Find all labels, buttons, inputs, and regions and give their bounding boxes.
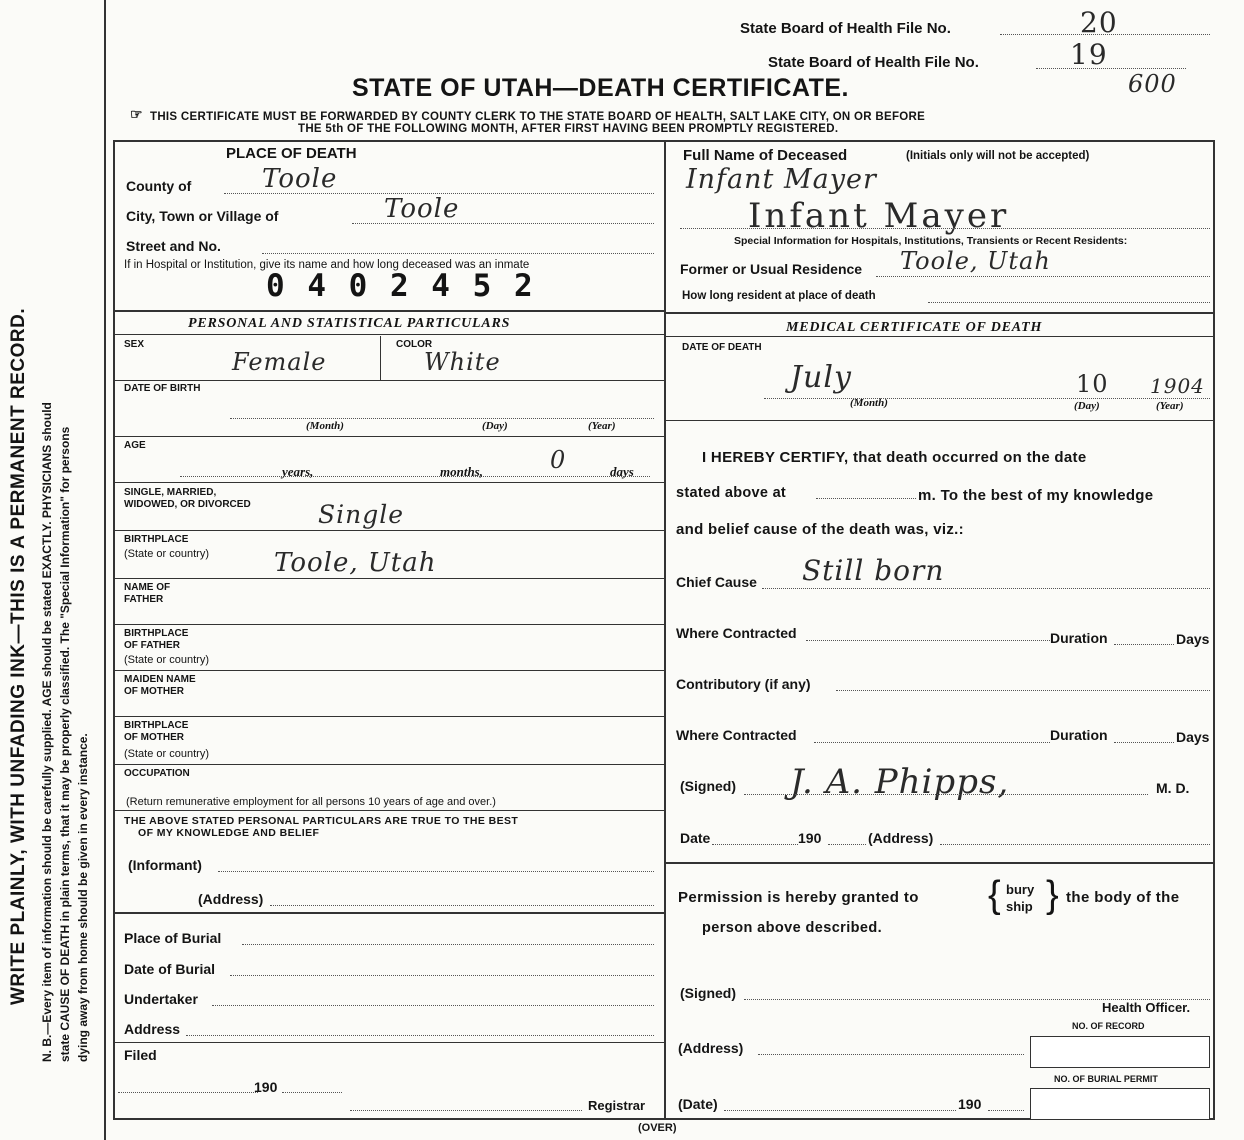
where-contracted-label-2: Where Contracted bbox=[676, 727, 797, 743]
informant-address-label: (Address) bbox=[198, 891, 264, 907]
stamp-number: 600 bbox=[1128, 70, 1177, 98]
marital-label-1: SINGLE, MARRIED, bbox=[124, 487, 217, 498]
medical-year-prefix: 190 bbox=[798, 830, 822, 846]
medical-heading-rule bbox=[664, 336, 1215, 337]
mother-birthplace-row-rule bbox=[113, 764, 664, 765]
medical-section-rule bbox=[664, 862, 1215, 864]
how-long-line bbox=[928, 302, 1210, 303]
permit-text-2: the body of the bbox=[1066, 889, 1180, 906]
burial-address-label: Address bbox=[124, 1021, 181, 1037]
filed-line bbox=[118, 1092, 258, 1093]
place-section-bottom-rule bbox=[113, 310, 664, 312]
death-year-label: (Year) bbox=[1156, 400, 1184, 412]
duration-label-2: Duration bbox=[1050, 727, 1108, 743]
permit-year-prefix: 190 bbox=[958, 1096, 982, 1112]
place-heading: PLACE OF DEATH bbox=[226, 145, 357, 162]
death-date-row-rule bbox=[664, 420, 1215, 421]
burial-section-rule bbox=[113, 1042, 664, 1043]
special-info-label: Special Information for Hospitals, Institutions, Transients or Recent Residents: bbox=[734, 235, 1128, 247]
city-label: City, Town or Village of bbox=[126, 208, 279, 224]
contributory-line bbox=[836, 690, 1210, 691]
medical-date-line bbox=[712, 844, 798, 845]
burial-permit-box[interactable] bbox=[1030, 1088, 1210, 1120]
mother-birthplace-label-3: (State or country) bbox=[124, 748, 209, 760]
street-line bbox=[262, 253, 654, 254]
dob-year-label: (Year) bbox=[588, 420, 616, 432]
city-value: Toole bbox=[384, 194, 460, 224]
birthplace-value: Toole, Utah bbox=[274, 548, 437, 578]
death-date-line bbox=[764, 398, 1210, 399]
duration-days-label-1: Days bbox=[1176, 631, 1210, 647]
side-note-line-1: N. B.—Every item of information should be carefully supplied. AGE should be stated EXACTLY. PHYSICIANS should bbox=[40, 402, 54, 1062]
permit-text-1: Permission is hereby granted to bbox=[678, 889, 919, 906]
residence-line bbox=[876, 276, 1210, 277]
burial-permit-label: NO. OF BURIAL PERMIT bbox=[1054, 1074, 1158, 1084]
father-birthplace-label-1: BIRTHPLACE bbox=[124, 628, 189, 639]
permit-address-line bbox=[758, 1054, 1024, 1055]
medical-date-label: Date bbox=[680, 830, 711, 846]
side-note-line-3: dying away from home should be given in every instance. bbox=[76, 733, 90, 1062]
where-contracted-label-1: Where Contracted bbox=[676, 625, 797, 641]
file-number-value-2: 19 bbox=[1070, 38, 1108, 71]
physician-signature: J. A. Phipps, bbox=[790, 762, 1010, 802]
certify-line-2a: stated above at bbox=[676, 485, 787, 501]
pointing-hand-icon: ☞ bbox=[130, 106, 143, 122]
occupation-label: OCCUPATION bbox=[124, 768, 190, 779]
hospital-label: If in Hospital or Institution, give its name and how long deceased was an inmate bbox=[124, 259, 530, 271]
filed-label: Filed bbox=[124, 1047, 157, 1063]
record-number-box[interactable] bbox=[1030, 1036, 1210, 1068]
notice-line-1: THIS CERTIFICATE MUST BE FORWARDED BY COUNTY CLERK TO THE STATE BOARD OF HEALTH, SALT LAKE CITY, ON OR BEFORE bbox=[150, 111, 926, 123]
death-day-label: (Day) bbox=[1074, 400, 1100, 412]
father-birthplace-row-rule bbox=[113, 670, 664, 671]
medical-heading: MEDICAL CERTIFICATE OF DEATH bbox=[786, 320, 1043, 335]
county-value: Toole bbox=[262, 164, 338, 194]
mother-row-rule bbox=[113, 716, 664, 717]
name-section-bottom-rule bbox=[664, 312, 1215, 314]
sex-label: SEX bbox=[124, 339, 145, 350]
medical-address-label: (Address) bbox=[868, 830, 934, 846]
age-days-label: days bbox=[610, 464, 634, 479]
attest-line-1: THE ABOVE STATED PERSONAL PARTICULARS ARE TRUE TO THE BEST bbox=[124, 815, 519, 827]
filed-year-prefix: 190 bbox=[254, 1079, 278, 1095]
certify-line-3: and belief cause of the death was, viz.: bbox=[676, 521, 964, 538]
burial-place-line bbox=[242, 944, 654, 945]
deceased-name-note: (Initials only will not be accepted) bbox=[906, 150, 1090, 162]
sex-color-divider bbox=[380, 336, 381, 380]
certify-line-1: I HEREBY CERTIFY, that death occurred on the date bbox=[702, 449, 1087, 466]
permit-text-3: person above described. bbox=[702, 920, 883, 936]
death-month-value: July bbox=[790, 360, 852, 395]
permit-date-line bbox=[724, 1110, 956, 1111]
brace-right-icon: } bbox=[1046, 874, 1059, 916]
sex-row-rule bbox=[113, 380, 664, 381]
deceased-name-line bbox=[680, 228, 1210, 229]
age-label: AGE bbox=[124, 440, 146, 451]
how-long-label: How long resident at place of death bbox=[682, 290, 876, 302]
informant-label: (Informant) bbox=[128, 857, 202, 873]
mother-name-label-1: MAIDEN NAME bbox=[124, 674, 196, 685]
dob-day-label: (Day) bbox=[482, 420, 508, 432]
birthplace-label: BIRTHPLACE bbox=[124, 534, 189, 545]
informant-address-line bbox=[270, 905, 654, 906]
file-number-label-2: State Board of Health File No. bbox=[768, 54, 979, 71]
left-margin-rule bbox=[104, 0, 106, 1140]
filed-year-line bbox=[282, 1092, 342, 1093]
certify-line-2b: m. To the best of my knowledge bbox=[918, 487, 1154, 504]
file-number-line-2 bbox=[1036, 68, 1186, 69]
side-main-text: WRITE PLAINLY, WITH UNFADING INK—THIS IS A PERMANENT RECORD. bbox=[8, 307, 29, 1005]
registrar-label: Registrar bbox=[588, 1098, 646, 1113]
duration-label-1: Duration bbox=[1050, 630, 1108, 646]
md-label: M. D. bbox=[1156, 780, 1190, 796]
permit-ship-option: ship bbox=[1006, 899, 1033, 914]
mother-name-label-2: OF MOTHER bbox=[124, 686, 184, 697]
burial-date-line bbox=[230, 975, 654, 976]
medical-address-line bbox=[940, 844, 1210, 845]
dob-month-label: (Month) bbox=[306, 420, 344, 432]
burial-place-label: Place of Burial bbox=[124, 930, 222, 946]
sex-value: Female bbox=[232, 348, 327, 376]
dob-line bbox=[230, 418, 654, 419]
residence-value: Toole, Utah bbox=[900, 247, 1051, 275]
birthplace-row-rule bbox=[113, 578, 664, 579]
deceased-name-written: Infant Mayer bbox=[686, 164, 877, 195]
marital-value: Single bbox=[318, 500, 405, 529]
county-label: County of bbox=[126, 178, 192, 194]
where-contracted-line-1 bbox=[806, 640, 1050, 641]
medical-year-line bbox=[828, 844, 866, 845]
left-frame-rule bbox=[113, 140, 115, 1120]
contributory-label: Contributory (if any) bbox=[676, 676, 811, 692]
duration-line-1 bbox=[1114, 644, 1174, 645]
duration-line-2 bbox=[1114, 742, 1174, 743]
side-note-line-2: state CAUSE OF DEATH in plain terms, that it may be properly classified. The "Special Information" for persons bbox=[58, 426, 72, 1062]
dob-row-rule bbox=[113, 436, 664, 437]
health-officer-label: Health Officer. bbox=[1102, 1000, 1191, 1015]
color-label: COLOR bbox=[396, 339, 433, 350]
dob-label: DATE OF BIRTH bbox=[124, 383, 201, 394]
permit-year-line bbox=[988, 1110, 1024, 1111]
permit-date-label: (Date) bbox=[678, 1096, 718, 1112]
age-days-value: 0 bbox=[550, 446, 567, 474]
deceased-name-written-2: Infant Mayer bbox=[748, 196, 1010, 236]
deceased-name-heading: Full Name of Deceased bbox=[683, 147, 848, 164]
permit-signed-label: (Signed) bbox=[680, 985, 736, 1001]
personal-heading: PERSONAL AND STATISTICAL PARTICULARS bbox=[188, 316, 511, 331]
street-label: Street and No. bbox=[126, 238, 221, 254]
notice-line-2: THE 5th OF THE FOLLOWING MONTH, AFTER FIRST HAVING BEEN PROMPTLY REGISTERED. bbox=[298, 123, 839, 135]
father-birthplace-label-3: (State or country) bbox=[124, 654, 209, 666]
age-row-rule bbox=[113, 482, 664, 483]
center-divider bbox=[664, 140, 666, 1120]
permit-bury-option: bury bbox=[1006, 882, 1035, 897]
residence-label: Former or Usual Residence bbox=[680, 261, 863, 277]
father-name-label-1: NAME OF bbox=[124, 582, 171, 593]
mother-birthplace-label-1: BIRTHPLACE bbox=[124, 720, 189, 731]
over-label: (OVER) bbox=[638, 1122, 677, 1134]
permit-address-label: (Address) bbox=[678, 1040, 744, 1056]
file-number-value-1: 20 bbox=[1080, 6, 1118, 39]
file-number-label-1: State Board of Health File No. bbox=[740, 20, 951, 37]
birthplace-sublabel: (State or country) bbox=[124, 548, 209, 560]
marital-label-2: WIDOWED, OR DIVORCED bbox=[124, 499, 251, 510]
physician-signed-line bbox=[744, 794, 1148, 795]
burial-date-label: Date of Burial bbox=[124, 961, 216, 977]
chief-cause-value: Still born bbox=[802, 554, 945, 587]
undertaker-line bbox=[212, 1005, 654, 1006]
age-line bbox=[180, 476, 650, 477]
record-number-label: NO. OF RECORD bbox=[1072, 1021, 1145, 1031]
certify-time-line bbox=[816, 498, 916, 499]
occupation-note: (Return remunerative employment for all persons 10 years of age and over.) bbox=[126, 796, 496, 808]
chief-cause-label: Chief Cause bbox=[676, 574, 757, 590]
death-month-label: (Month) bbox=[850, 397, 888, 409]
informant-row-rule bbox=[113, 912, 664, 914]
death-year-value: 1904 bbox=[1150, 374, 1205, 398]
color-value: White bbox=[424, 348, 501, 376]
undertaker-label: Undertaker bbox=[124, 991, 198, 1007]
marital-row-rule bbox=[113, 530, 664, 531]
age-months-label: months, bbox=[440, 464, 483, 479]
attest-line-2: OF MY KNOWLEDGE AND BELIEF bbox=[138, 827, 320, 839]
certificate-title: STATE OF UTAH—DEATH CERTIFICATE. bbox=[352, 74, 849, 102]
father-birthplace-label-2: OF FATHER bbox=[124, 640, 180, 651]
occupation-row-rule bbox=[113, 810, 664, 811]
certificate-stamp-number: 0 4 0 2 4 5 2 bbox=[266, 268, 535, 304]
where-contracted-line-2 bbox=[814, 742, 1050, 743]
informant-line bbox=[218, 871, 654, 872]
age-years-label: years, bbox=[282, 464, 314, 479]
chief-cause-line bbox=[762, 588, 1210, 589]
death-date-label: DATE OF DEATH bbox=[682, 342, 762, 353]
registrar-line bbox=[350, 1110, 582, 1111]
father-row-rule bbox=[113, 624, 664, 625]
brace-left-icon: { bbox=[988, 874, 1001, 916]
duration-days-label-2: Days bbox=[1176, 729, 1210, 745]
father-name-label-2: FATHER bbox=[124, 594, 164, 605]
burial-address-line bbox=[186, 1035, 654, 1036]
physician-signed-label: (Signed) bbox=[680, 778, 736, 794]
personal-heading-rule bbox=[113, 334, 664, 335]
death-day-value: 10 bbox=[1076, 370, 1109, 398]
right-frame-rule bbox=[1213, 140, 1215, 1120]
mother-birthplace-label-2: OF MOTHER bbox=[124, 732, 184, 743]
